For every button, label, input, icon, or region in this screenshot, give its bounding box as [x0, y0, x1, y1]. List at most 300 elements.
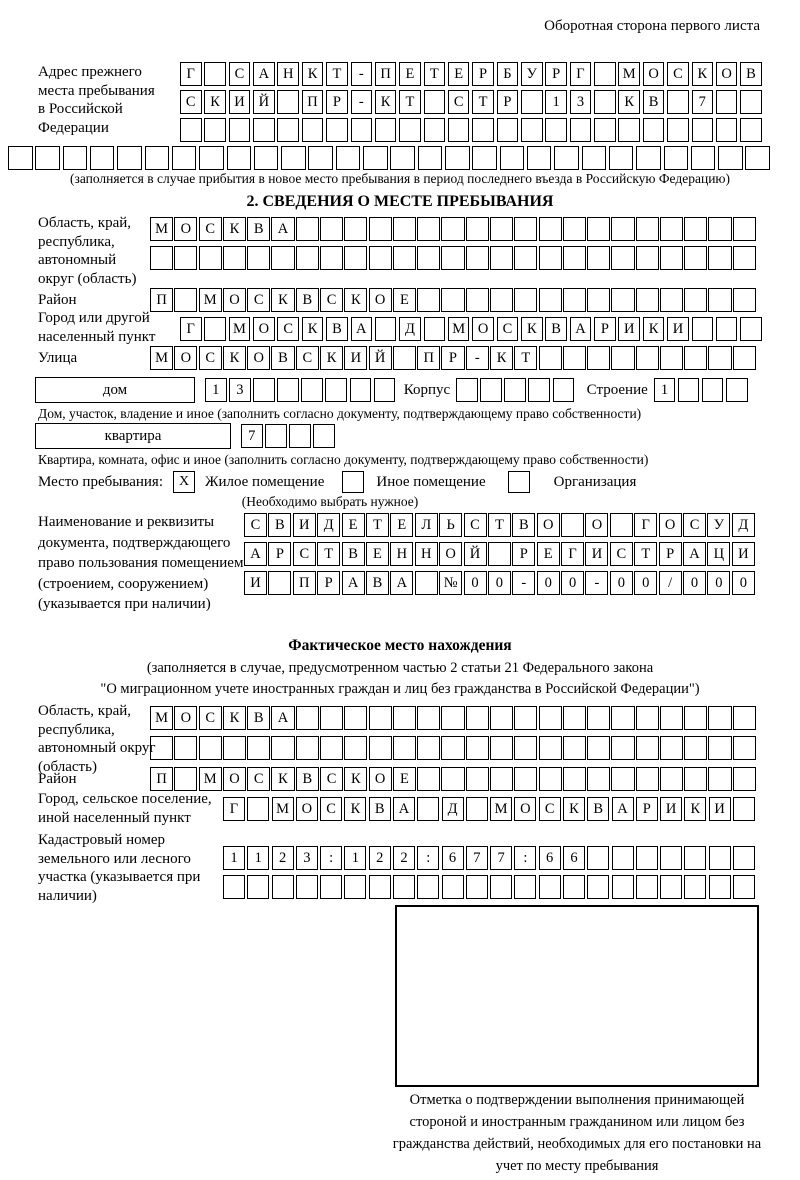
form-cell[interactable]: [254, 146, 279, 170]
form-cell[interactable]: [466, 246, 489, 270]
form-cell[interactable]: С: [320, 767, 343, 791]
form-cell[interactable]: [660, 736, 683, 760]
form-cell[interactable]: [393, 217, 416, 241]
form-cell[interactable]: Р: [441, 346, 464, 370]
form-cell[interactable]: 0: [683, 571, 706, 595]
form-cell[interactable]: К: [223, 706, 246, 730]
form-cell[interactable]: В: [268, 513, 291, 537]
form-cell[interactable]: [708, 217, 731, 241]
form-cell[interactable]: :: [514, 846, 536, 870]
form-cell[interactable]: Г: [180, 62, 202, 86]
form-cell[interactable]: С: [448, 90, 470, 114]
form-cell[interactable]: 2: [369, 846, 391, 870]
form-cell[interactable]: С: [180, 90, 202, 114]
form-cell[interactable]: К: [618, 90, 640, 114]
form-cell[interactable]: О: [439, 542, 462, 566]
form-cell[interactable]: М: [150, 346, 173, 370]
form-cell[interactable]: [277, 378, 299, 402]
form-cell[interactable]: [660, 767, 683, 791]
form-cell[interactable]: [587, 875, 609, 899]
form-cell[interactable]: 1: [545, 90, 567, 114]
form-cell[interactable]: :: [417, 846, 439, 870]
form-cell[interactable]: Т: [634, 542, 657, 566]
form-cell[interactable]: -: [585, 571, 608, 595]
form-cell[interactable]: О: [537, 513, 560, 537]
form-cell[interactable]: С: [277, 317, 299, 341]
form-cell[interactable]: О: [253, 317, 275, 341]
form-cell[interactable]: 0: [561, 571, 584, 595]
form-cell[interactable]: [445, 146, 470, 170]
form-cell[interactable]: 7: [466, 846, 488, 870]
form-cell[interactable]: Г: [223, 797, 245, 821]
form-cell[interactable]: [539, 288, 562, 312]
form-cell[interactable]: А: [390, 571, 413, 595]
form-cell[interactable]: [289, 424, 311, 448]
form-cell[interactable]: К: [521, 317, 543, 341]
form-cell[interactable]: И: [293, 513, 316, 537]
form-cell[interactable]: [369, 246, 392, 270]
form-cell[interactable]: С: [539, 797, 561, 821]
form-cell[interactable]: [563, 736, 586, 760]
form-cell[interactable]: Н: [415, 542, 438, 566]
form-cell[interactable]: К: [320, 346, 343, 370]
form-cell[interactable]: С: [667, 62, 689, 86]
form-cell[interactable]: [441, 246, 464, 270]
form-cell[interactable]: С: [320, 797, 342, 821]
form-cell[interactable]: [480, 378, 502, 402]
form-cell[interactable]: Р: [659, 542, 682, 566]
form-cell[interactable]: В: [326, 317, 348, 341]
form-cell[interactable]: Т: [366, 513, 389, 537]
form-cell[interactable]: В: [587, 797, 609, 821]
form-cell[interactable]: О: [247, 346, 270, 370]
form-cell[interactable]: Р: [497, 90, 519, 114]
form-cell[interactable]: [643, 118, 665, 142]
form-cell[interactable]: Е: [390, 513, 413, 537]
form-cell[interactable]: О: [472, 317, 494, 341]
form-cell[interactable]: Б: [497, 62, 519, 86]
form-cell[interactable]: -: [351, 90, 373, 114]
form-cell[interactable]: [587, 706, 610, 730]
form-cell[interactable]: [227, 146, 252, 170]
form-cell[interactable]: [369, 217, 392, 241]
form-cell[interactable]: [150, 246, 173, 270]
form-cell[interactable]: Д: [732, 513, 755, 537]
form-cell[interactable]: П: [302, 90, 324, 114]
form-cell[interactable]: П: [150, 288, 173, 312]
form-cell[interactable]: [393, 736, 416, 760]
form-cell[interactable]: 7: [490, 846, 512, 870]
form-cell[interactable]: И: [585, 542, 608, 566]
form-cell[interactable]: [514, 875, 536, 899]
form-cell[interactable]: [563, 217, 586, 241]
form-cell[interactable]: [740, 317, 762, 341]
form-cell[interactable]: [587, 246, 610, 270]
form-cell[interactable]: [716, 90, 738, 114]
form-cell[interactable]: 6: [442, 846, 464, 870]
form-cell[interactable]: [684, 846, 706, 870]
form-cell[interactable]: И: [244, 571, 267, 595]
form-cell[interactable]: С: [320, 288, 343, 312]
form-cell[interactable]: [442, 875, 464, 899]
form-cell[interactable]: 3: [229, 378, 251, 402]
form-cell[interactable]: [417, 767, 440, 791]
form-cell[interactable]: И: [618, 317, 640, 341]
form-cell[interactable]: Й: [464, 542, 487, 566]
form-cell[interactable]: -: [512, 571, 535, 595]
form-cell[interactable]: [554, 146, 579, 170]
form-cell[interactable]: Д: [317, 513, 340, 537]
form-cell[interactable]: 3: [296, 846, 318, 870]
form-cell[interactable]: [563, 346, 586, 370]
form-cell[interactable]: [667, 90, 689, 114]
form-cell[interactable]: [514, 246, 537, 270]
form-cell[interactable]: [247, 246, 270, 270]
form-cell[interactable]: [490, 736, 513, 760]
form-cell[interactable]: С: [247, 767, 270, 791]
form-cell[interactable]: [660, 846, 682, 870]
form-cell[interactable]: [611, 217, 634, 241]
form-cell[interactable]: И: [344, 346, 367, 370]
form-cell[interactable]: [466, 706, 489, 730]
form-cell[interactable]: К: [344, 797, 366, 821]
form-cell[interactable]: В: [369, 797, 391, 821]
form-cell[interactable]: О: [223, 767, 246, 791]
form-cell[interactable]: [466, 736, 489, 760]
form-cell[interactable]: [466, 217, 489, 241]
form-cell[interactable]: Г: [180, 317, 202, 341]
form-cell[interactable]: [441, 736, 464, 760]
form-cell[interactable]: [660, 217, 683, 241]
form-cell[interactable]: Е: [399, 62, 421, 86]
form-cell[interactable]: [490, 767, 513, 791]
form-cell[interactable]: С: [464, 513, 487, 537]
form-cell[interactable]: [582, 146, 607, 170]
form-cell[interactable]: [320, 736, 343, 760]
form-cell[interactable]: В: [296, 767, 319, 791]
form-cell[interactable]: [553, 378, 575, 402]
form-cell[interactable]: [636, 767, 659, 791]
form-cell[interactable]: [320, 875, 342, 899]
form-cell[interactable]: [514, 288, 537, 312]
form-cell[interactable]: [281, 146, 306, 170]
form-cell[interactable]: М: [150, 706, 173, 730]
form-cell[interactable]: [174, 767, 197, 791]
form-cell[interactable]: [369, 706, 392, 730]
form-cell[interactable]: [740, 118, 762, 142]
form-cell[interactable]: Д: [442, 797, 464, 821]
form-cell[interactable]: [344, 706, 367, 730]
form-cell[interactable]: С: [296, 346, 319, 370]
form-cell[interactable]: [539, 767, 562, 791]
form-cell[interactable]: Р: [317, 571, 340, 595]
form-cell[interactable]: [611, 706, 634, 730]
form-cell[interactable]: [375, 317, 397, 341]
form-cell[interactable]: [223, 875, 245, 899]
form-cell[interactable]: В: [342, 542, 365, 566]
form-cell[interactable]: [417, 797, 439, 821]
form-cell[interactable]: [272, 875, 294, 899]
form-cell[interactable]: [417, 875, 439, 899]
form-cell[interactable]: П: [375, 62, 397, 86]
form-cell[interactable]: [660, 706, 683, 730]
form-cell[interactable]: [441, 767, 464, 791]
form-cell[interactable]: О: [643, 62, 665, 86]
form-cell[interactable]: [35, 146, 60, 170]
form-cell[interactable]: [320, 217, 343, 241]
form-cell[interactable]: К: [684, 797, 706, 821]
form-cell[interactable]: М: [490, 797, 512, 821]
form-cell[interactable]: [587, 767, 610, 791]
form-cell[interactable]: В: [740, 62, 762, 86]
form-cell[interactable]: [514, 217, 537, 241]
form-cell[interactable]: С: [244, 513, 267, 537]
form-cell[interactable]: М: [618, 62, 640, 86]
form-cell[interactable]: О: [174, 706, 197, 730]
form-cell[interactable]: [204, 118, 226, 142]
form-cell[interactable]: [708, 767, 731, 791]
form-cell[interactable]: [733, 846, 755, 870]
form-cell[interactable]: 2: [393, 846, 415, 870]
form-cell[interactable]: [490, 246, 513, 270]
form-cell[interactable]: [684, 736, 707, 760]
form-cell[interactable]: [587, 288, 610, 312]
form-cell[interactable]: 6: [539, 846, 561, 870]
form-cell[interactable]: [204, 317, 226, 341]
form-cell[interactable]: А: [271, 706, 294, 730]
form-cell[interactable]: Й: [369, 346, 392, 370]
form-cell[interactable]: [733, 246, 756, 270]
form-cell[interactable]: [268, 571, 291, 595]
form-cell[interactable]: [636, 346, 659, 370]
form-cell[interactable]: [375, 118, 397, 142]
form-cell[interactable]: [393, 246, 416, 270]
form-cell[interactable]: Т: [514, 346, 537, 370]
form-cell[interactable]: К: [223, 346, 246, 370]
form-cell[interactable]: 1: [205, 378, 227, 402]
form-cell[interactable]: И: [667, 317, 689, 341]
form-cell[interactable]: А: [342, 571, 365, 595]
form-cell[interactable]: В: [643, 90, 665, 114]
form-cell[interactable]: :: [320, 846, 342, 870]
form-cell[interactable]: К: [204, 90, 226, 114]
form-cell[interactable]: [527, 146, 552, 170]
form-cell[interactable]: О: [659, 513, 682, 537]
form-cell[interactable]: М: [199, 767, 222, 791]
form-cell[interactable]: [466, 767, 489, 791]
form-cell[interactable]: [692, 317, 714, 341]
form-cell[interactable]: П: [417, 346, 440, 370]
form-cell[interactable]: [587, 346, 610, 370]
house-box-label[interactable]: дом: [35, 377, 195, 403]
form-cell[interactable]: [660, 346, 683, 370]
form-cell[interactable]: [488, 542, 511, 566]
form-cell[interactable]: [587, 217, 610, 241]
form-cell[interactable]: 7: [241, 424, 263, 448]
form-cell[interactable]: А: [271, 217, 294, 241]
form-cell[interactable]: Г: [561, 542, 584, 566]
form-cell[interactable]: В: [271, 346, 294, 370]
form-cell[interactable]: [594, 90, 616, 114]
form-cell[interactable]: [296, 875, 318, 899]
apartment-box-label[interactable]: квартира: [35, 423, 231, 449]
form-cell[interactable]: Р: [512, 542, 535, 566]
form-cell[interactable]: У: [521, 62, 543, 86]
form-cell[interactable]: Т: [317, 542, 340, 566]
form-cell[interactable]: Т: [399, 90, 421, 114]
form-cell[interactable]: [417, 736, 440, 760]
form-cell[interactable]: М: [448, 317, 470, 341]
form-cell[interactable]: 0: [732, 571, 755, 595]
form-cell[interactable]: А: [253, 62, 275, 86]
form-cell[interactable]: [636, 736, 659, 760]
form-cell[interactable]: [415, 571, 438, 595]
form-cell[interactable]: [708, 246, 731, 270]
form-cell[interactable]: [708, 346, 731, 370]
form-cell[interactable]: О: [716, 62, 738, 86]
form-cell[interactable]: [344, 246, 367, 270]
form-cell[interactable]: [733, 736, 756, 760]
form-cell[interactable]: [684, 246, 707, 270]
form-cell[interactable]: [393, 875, 415, 899]
form-cell[interactable]: О: [585, 513, 608, 537]
form-cell[interactable]: [351, 118, 373, 142]
form-cell[interactable]: [514, 736, 537, 760]
form-cell[interactable]: [63, 146, 88, 170]
form-cell[interactable]: [247, 797, 269, 821]
form-cell[interactable]: Е: [342, 513, 365, 537]
form-cell[interactable]: [521, 90, 543, 114]
form-cell[interactable]: [708, 736, 731, 760]
form-cell[interactable]: [594, 62, 616, 86]
form-cell[interactable]: [344, 875, 366, 899]
form-cell[interactable]: А: [570, 317, 592, 341]
form-cell[interactable]: 1: [654, 378, 676, 402]
form-cell[interactable]: 0: [488, 571, 511, 595]
form-cell[interactable]: [636, 146, 661, 170]
form-cell[interactable]: [709, 875, 731, 899]
form-cell[interactable]: Т: [488, 513, 511, 537]
form-cell[interactable]: Е: [448, 62, 470, 86]
form-cell[interactable]: [8, 146, 33, 170]
form-cell[interactable]: [563, 288, 586, 312]
form-cell[interactable]: К: [692, 62, 714, 86]
form-cell[interactable]: [466, 288, 489, 312]
form-cell[interactable]: [253, 378, 275, 402]
form-cell[interactable]: [636, 706, 659, 730]
form-cell[interactable]: С: [199, 706, 222, 730]
form-cell[interactable]: М: [199, 288, 222, 312]
form-cell[interactable]: [296, 246, 319, 270]
form-cell[interactable]: [308, 146, 333, 170]
form-cell[interactable]: [271, 736, 294, 760]
form-cell[interactable]: [336, 146, 361, 170]
form-cell[interactable]: [117, 146, 142, 170]
form-cell[interactable]: [393, 346, 416, 370]
form-cell[interactable]: В: [545, 317, 567, 341]
form-cell[interactable]: [172, 146, 197, 170]
form-cell[interactable]: [90, 146, 115, 170]
form-cell[interactable]: А: [683, 542, 706, 566]
form-cell[interactable]: [174, 736, 197, 760]
form-cell[interactable]: [563, 875, 585, 899]
form-cell[interactable]: [733, 346, 756, 370]
form-cell[interactable]: С: [229, 62, 251, 86]
form-cell[interactable]: А: [612, 797, 634, 821]
form-cell[interactable]: [733, 797, 755, 821]
form-cell[interactable]: [504, 378, 526, 402]
form-cell[interactable]: [223, 246, 246, 270]
form-cell[interactable]: [271, 246, 294, 270]
form-cell[interactable]: [418, 146, 443, 170]
form-cell[interactable]: [587, 736, 610, 760]
form-cell[interactable]: [709, 846, 731, 870]
form-cell[interactable]: -: [351, 62, 373, 86]
form-cell[interactable]: [265, 424, 287, 448]
form-cell[interactable]: С: [199, 346, 222, 370]
form-cell[interactable]: 1: [223, 846, 245, 870]
form-cell[interactable]: [466, 875, 488, 899]
form-cell[interactable]: Т: [472, 90, 494, 114]
form-cell[interactable]: [253, 118, 275, 142]
form-cell[interactable]: [611, 736, 634, 760]
form-cell[interactable]: [497, 118, 519, 142]
form-cell[interactable]: О: [296, 797, 318, 821]
form-cell[interactable]: [636, 288, 659, 312]
form-cell[interactable]: [563, 246, 586, 270]
form-cell[interactable]: [539, 246, 562, 270]
form-cell[interactable]: [204, 62, 226, 86]
form-cell[interactable]: [664, 146, 689, 170]
form-cell[interactable]: Е: [393, 767, 416, 791]
form-cell[interactable]: [587, 846, 609, 870]
form-cell[interactable]: М: [272, 797, 294, 821]
form-cell[interactable]: [733, 875, 755, 899]
form-cell[interactable]: [570, 118, 592, 142]
form-cell[interactable]: Й: [253, 90, 275, 114]
form-cell[interactable]: [660, 875, 682, 899]
form-cell[interactable]: 0: [464, 571, 487, 595]
form-cell[interactable]: И: [229, 90, 251, 114]
form-cell[interactable]: К: [223, 217, 246, 241]
form-cell[interactable]: К: [271, 767, 294, 791]
form-cell[interactable]: [684, 875, 706, 899]
stay-checkbox-organization[interactable]: [508, 471, 530, 493]
form-cell[interactable]: В: [512, 513, 535, 537]
form-cell[interactable]: Л: [415, 513, 438, 537]
form-cell[interactable]: К: [375, 90, 397, 114]
form-cell[interactable]: [660, 246, 683, 270]
form-cell[interactable]: [296, 736, 319, 760]
form-cell[interactable]: С: [610, 542, 633, 566]
form-cell[interactable]: [350, 378, 372, 402]
form-cell[interactable]: [684, 217, 707, 241]
form-cell[interactable]: [514, 767, 537, 791]
form-cell[interactable]: С: [199, 217, 222, 241]
form-cell[interactable]: [466, 797, 488, 821]
form-cell[interactable]: Н: [277, 62, 299, 86]
form-cell[interactable]: [684, 767, 707, 791]
form-cell[interactable]: [612, 846, 634, 870]
form-cell[interactable]: Р: [268, 542, 291, 566]
form-cell[interactable]: [545, 118, 567, 142]
form-cell[interactable]: В: [296, 288, 319, 312]
form-cell[interactable]: [678, 378, 700, 402]
form-cell[interactable]: [199, 246, 222, 270]
form-cell[interactable]: [708, 706, 731, 730]
form-cell[interactable]: [636, 846, 658, 870]
form-cell[interactable]: [320, 246, 343, 270]
